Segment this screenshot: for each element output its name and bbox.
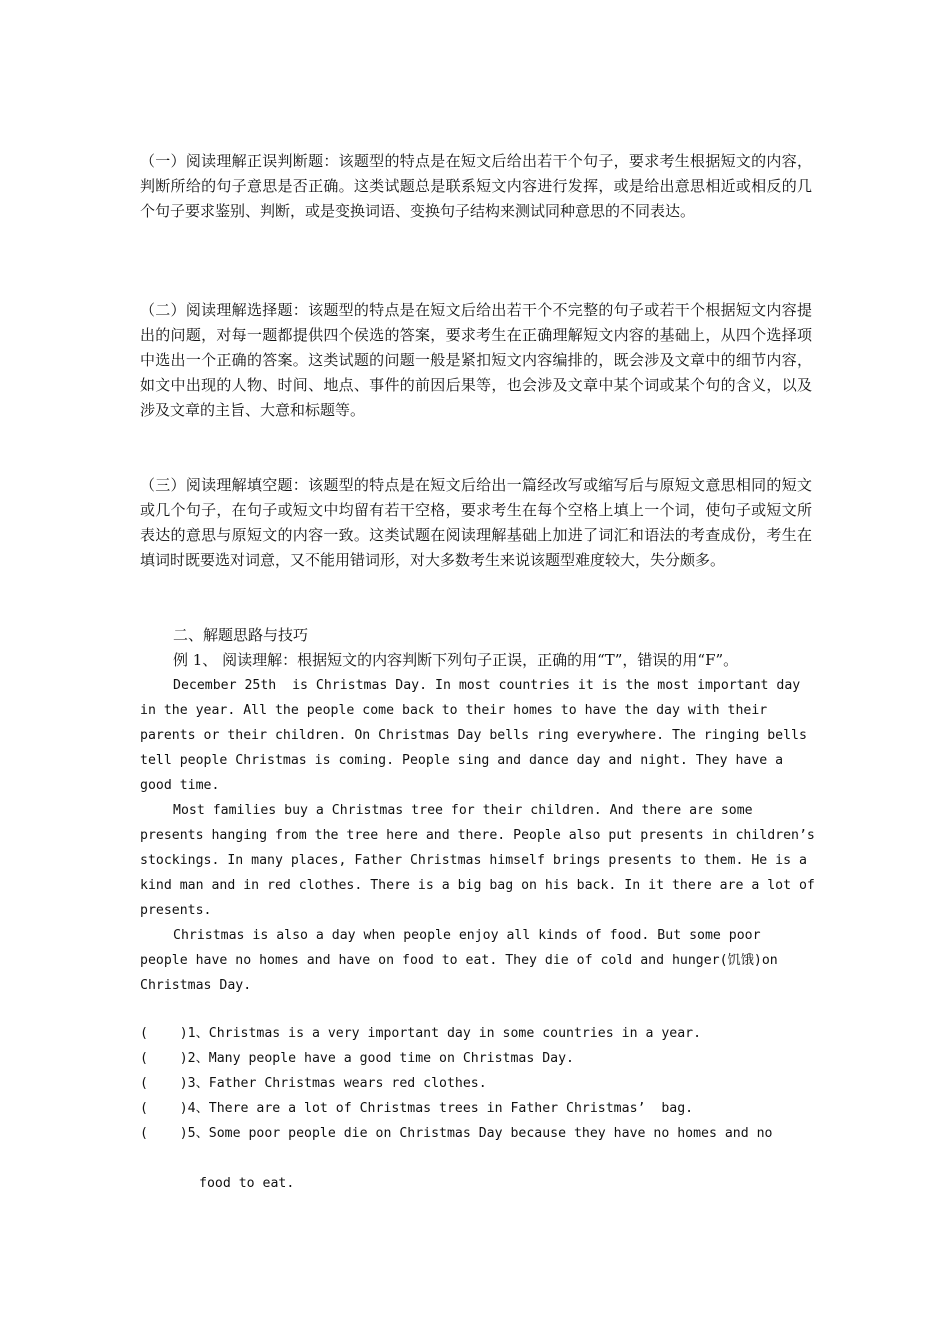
section-1-true-false: （一）阅读理解正误判断题：该题型的特点是在短文后给出若干个句子，要求考生根据短文的内容，判断所给的句子意思是否正确。这类试题总是联系短文内容进行发挥，或是给出意思相近或相反的几个句子要求鉴别、判断，或是变换词语、变换句子结构来测试同种意思的不同表达。 <box>140 152 812 220</box>
question-list <box>140 1021 816 1146</box>
question-item <box>140 1121 816 1146</box>
section-3-fill-in-blank: （三）阅读理解填空题：该题型的特点是在短文后给出一篇经改写或缩写后与原短文意思相同的短文或几个句子，在句子或短文中均留有若干空格，要求考生在每个空格上填上一个词，使句子或短文所表达的意思与原短文的内容一致。这类试题在阅读理解基础上加进了词汇和语法的考查成份，考生在填词时既要选对词意，又不能用错词形，对大多数考生来说该题型难度较大，失分颇多。 <box>140 476 812 569</box>
reading-passage <box>140 673 823 998</box>
question-item <box>140 1096 816 1121</box>
passage-paragraph-2: Most families buy a Christmas tree for their children. And there are some presents hanging from the tree here and there. People also put presents in children’s stockings. In many places, Father Christmas himself brings presents to them. He is a kind man and in red clothes. There is a big bag on his back. In it there are a lot of presents. <box>140 803 823 918</box>
answer-blank: ( ) <box>140 1126 188 1141</box>
answer-blank: ( ) <box>140 1076 188 1091</box>
question-text: 3、Father Christmas wears red clothes. <box>187 1076 487 1091</box>
question-text: 1、Christmas is a very important day in some countries in a year. <box>187 1026 702 1041</box>
question-5-continuation: food to eat. <box>199 1176 295 1191</box>
example-instruction: 例 1、 阅读理解：根据短文的内容判断下列句子正误，正确的用“T”，错误的用“F”。 <box>173 651 739 669</box>
answer-blank: ( ) <box>140 1051 188 1066</box>
question-item <box>140 1071 816 1096</box>
question-text: 4、There are a lot of Christmas trees in Father Christmas’ bag. <box>187 1101 694 1116</box>
question-text: 5、Some poor people die on Christmas Day because they have no homes and no <box>187 1126 773 1141</box>
answer-blank: ( ) <box>140 1101 188 1116</box>
question-item <box>140 1021 816 1046</box>
section-heading: 二、解题思路与技巧 <box>173 626 309 644</box>
passage-paragraph-1: December 25th is Christmas Day. In most countries it is the most important day in the year. All the people come back to their homes to have the day with their parents or their children. On Christmas Day bells ring everywhere. The ringing bells tell people Christmas is coming. People sing and dance day and night. They have a good time. <box>140 678 815 793</box>
question-text: 2、Many people have a good time on Christmas Day. <box>187 1051 574 1066</box>
answer-blank: ( ) <box>140 1026 188 1041</box>
passage-paragraph-4: Christmas Day. <box>140 978 252 993</box>
section-2-multiple-choice: （二）阅读理解选择题：该题型的特点是在短文后给出若干个不完整的句子或若干个根据短文内容提出的问题，对每一题都提供四个侯选的答案，要求考生在正确理解短文内容的基础上，从四个选择项中选出一个正确的答案。这类试题的问题一般是紧扣短文内容编排的，既会涉及文章中的细节内容，如文中出现的人物、时间、地点、事件的前因后果等，也会涉及文章中某个词或某个句的含义，以及涉及文章的主旨、大意和标题等。 <box>140 301 812 419</box>
question-item <box>140 1046 816 1071</box>
passage-paragraph-3: Christmas is also a day when people enjoy all kinds of food. But some poor people have no homes and have on food to eat. They die of cold and hunger(饥饿)on <box>140 928 778 968</box>
